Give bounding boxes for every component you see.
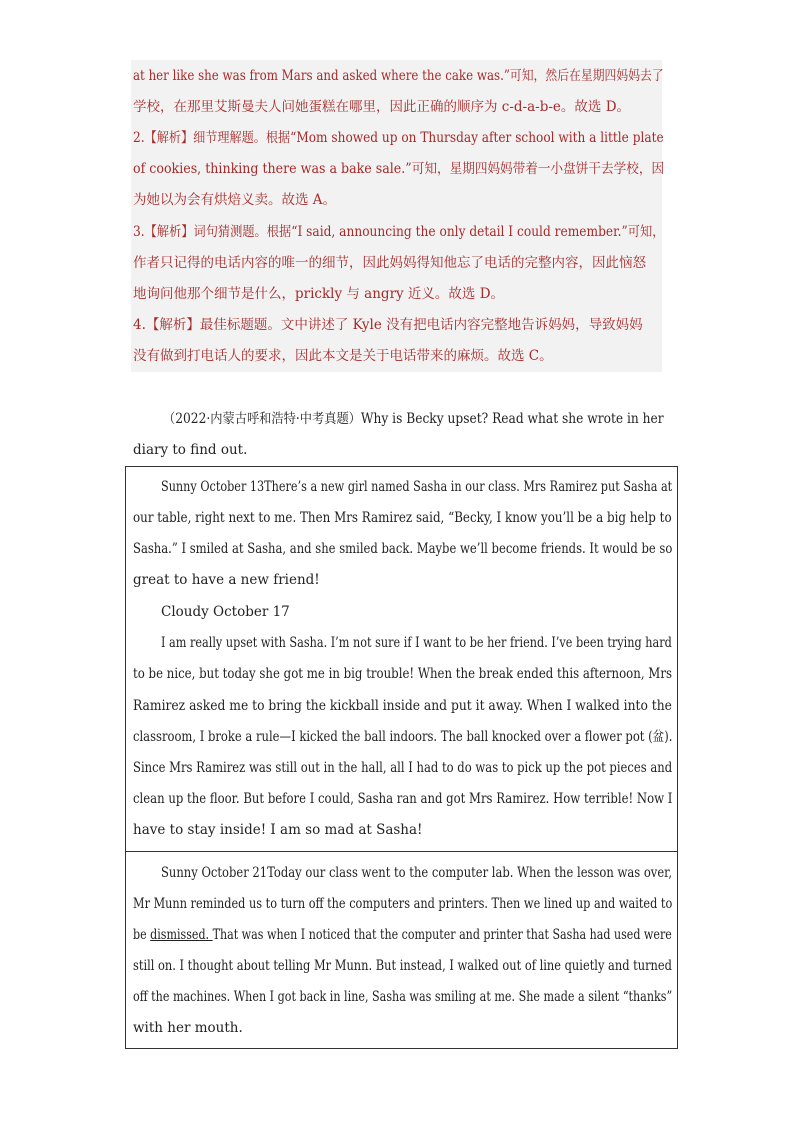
underlined-word-dismissed: dismissed. (150, 927, 213, 943)
answer-line: 学校，在那里艾斯曼夫人问她蛋糕在哪里，因此正确的顺序为 c-d-a-b-e。故选 D。 (133, 99, 631, 115)
diary-entry-3-line: off the machines. When I got back in line, Sasha was smiling at me. She made a silent “thanks” (133, 989, 673, 1005)
answer-q3-line: 作者只记得的电话内容的唯一的细节，因此妈妈得知他忘了电话的完整内容，因此恼怒 (133, 255, 646, 271)
passage-intro: diary to find out. (133, 442, 248, 458)
diary-entry-1-line: Sasha.” I smiled at Sasha, and she smiled back. Maybe we’ll become friends. It would be so (133, 541, 673, 557)
answer-q3-line: 地询问他那个细节是什么，prickly 与 angry 近义。故选 D。 (133, 286, 505, 302)
answer-q4-line: 没有做到打电话人的要求，因此本文是关于电话带来的麻烦。故选 C。 (133, 348, 553, 364)
answer-q4-line: 4.【解析】最佳标题题。文中讲述了 Kyle 没有把电话内容完整地告诉妈妈，导致妈妈 (133, 317, 643, 333)
diary-entry-1-line: Sunny October 13There’s a new girl named Sasha in our class. Mrs Ramirez put Sasha at (161, 479, 673, 495)
diary-entry-3-line (133, 925, 672, 945)
answer-q2-line: of cookies, thinking there was a bake sale.”可知，星期四妈妈带着一小盘饼干去学校，因 (133, 161, 665, 177)
diary-entry-1-line: great to have a new friend! (133, 572, 320, 588)
diary-entry-2-line: classroom, I broke a rule—I kicked the ball indoors. The ball knocked over a flower pot (盆). (133, 729, 673, 745)
diary-text: be (133, 927, 151, 943)
diary-entry-2-line: clean up the floor. But before I could, Sasha ran and got Mrs Ramirez. How terrible! Now I (133, 791, 673, 807)
diary-entry-2-line: Ramirez asked me to bring the kickball inside and put it away. When I walked into the (133, 698, 672, 714)
answer-q2-line: 为她以为会有烘焙义卖。故选 A。 (133, 192, 337, 208)
diary-entry-3-line: with her mouth. (133, 1020, 243, 1036)
diary-entry-3-line: still on. I thought about telling Mr Munn. But instead, I walked out of line quietly and turned (133, 958, 672, 974)
diary-entry-2-line: to be nice, but today she got me in big trouble! When the break ended this afternoon, Mrs (133, 666, 672, 682)
diary-text: That was when I noticed that the computer and printer that Sasha had used were (212, 927, 672, 943)
diary-entry-2-line: Since Mrs Ramirez was still out in the hall, all I had to do was to pick up the pot pieces and (133, 760, 673, 776)
passage-intro: （2022·内蒙古呼和浩特·中考真题）Why is Becky upset? Read what she wrote in her (163, 411, 664, 427)
answer-line: at her like she was from Mars and asked where the cake was.”可知，然后在星期四妈妈去了 (133, 68, 664, 84)
diary-entry-2-line: I am really upset with Sasha. I’m not sure if I want to be her friend. I’ve been trying hard (161, 635, 672, 651)
diary-entry-3-line: Sunny October 21Today our class went to the computer lab. When the lesson was over, (161, 865, 673, 881)
diary-entry-2-line: have to stay inside! I am so mad at Sasha! (133, 822, 423, 838)
answer-q3-line: 3.【解析】词句猜测题。根据“I said, announcing the only detail I could remember.”可知， (133, 224, 665, 240)
answer-q2-line: 2.【解析】细节理解题。根据“Mom showed up on Thursday after school with a little plate (133, 130, 664, 146)
diary-entry-2-heading: Cloudy October 17 (161, 604, 290, 620)
diary-entry-3-line: Mr Munn reminded us to turn off the computers and printers. Then we lined up and waited to (133, 896, 673, 912)
diary-table-divider (125, 851, 678, 852)
diary-entry-1-line: our table, right next to me. Then Mrs Ramirez said, “Becky, I know you’ll be a big help to (133, 510, 672, 526)
